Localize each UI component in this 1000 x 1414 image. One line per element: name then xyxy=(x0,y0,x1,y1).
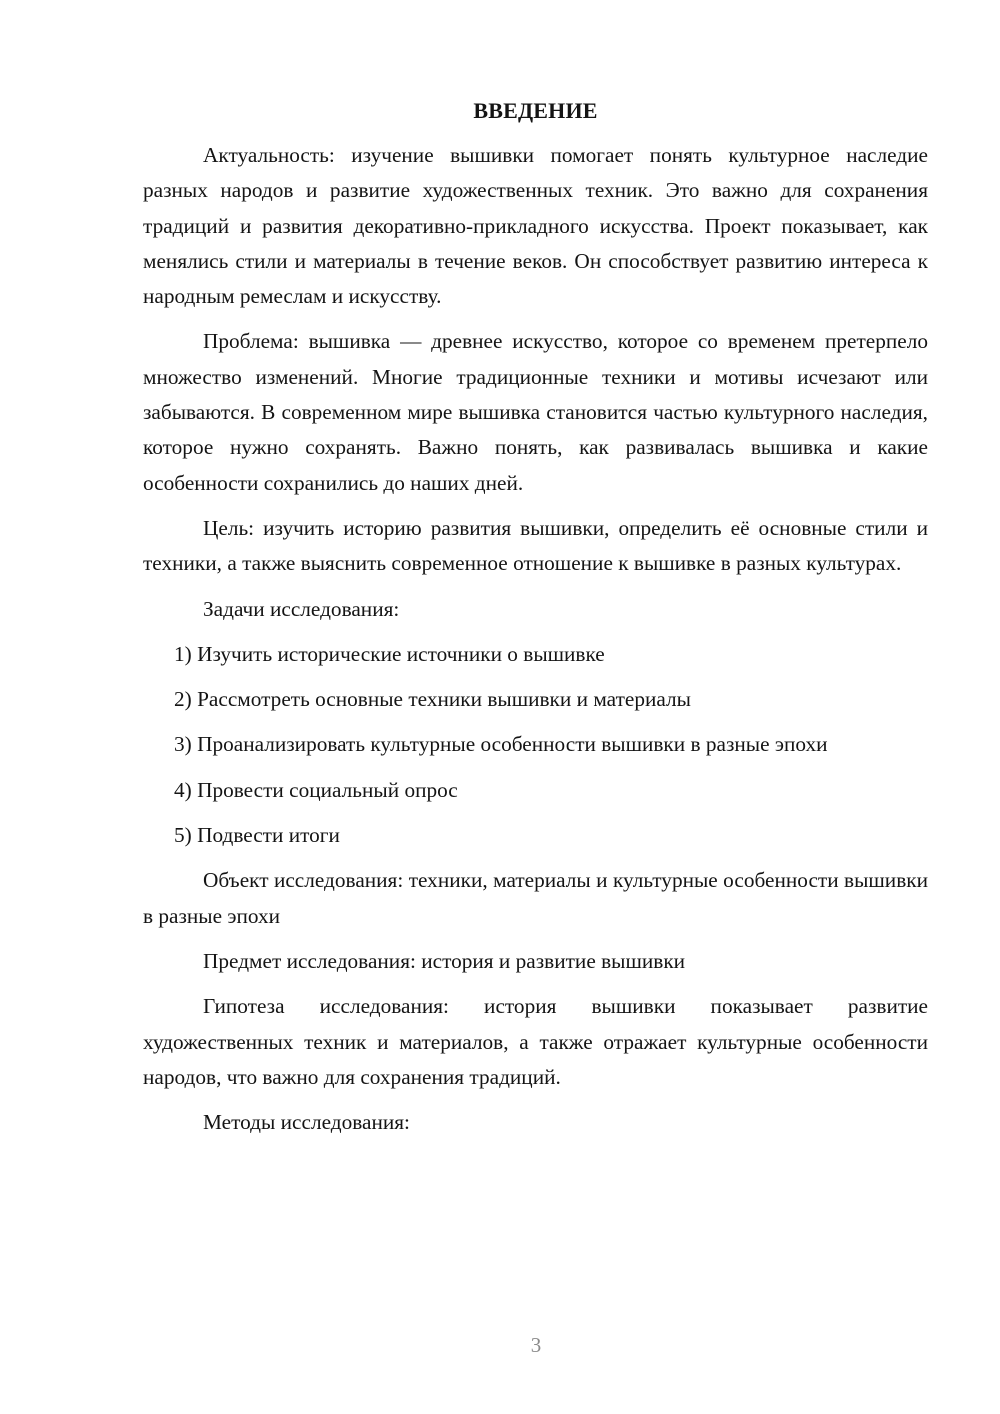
problem-paragraph: Проблема: вышивка — древнее искусство, которое со временем претерпело множество изменений. Многие традиционные техники и мотивы исчезают или забываются. В современном мире вышивка становится частью культурного наследия, которое нужно сохранять. Важно понять, как развивалась вышивка и какие особенности сохранились до наших дней. xyxy=(143,329,928,495)
task-item: 2) Рассмотреть основные техники вышивки и материалы xyxy=(174,687,691,712)
subject-paragraph: Предмет исследования: история и развитие вышивки xyxy=(203,948,686,973)
object-paragraph: Объект исследования: техники, материалы и культурные особенности вышивки в разные эпохи xyxy=(143,868,928,928)
methods-heading: Методы исследования: xyxy=(203,1110,410,1135)
task-item: 3) Проанализировать культурные особенности вышивки в разные эпохи xyxy=(174,732,828,757)
tasks-list xyxy=(143,637,928,853)
page-number: 3 xyxy=(530,1333,542,1357)
hypothesis-paragraph: Гипотеза исследования: история вышивки показывает развитие художественных техник и материалов, а также отражает культурные особенности народов, что важно для сохранения традиций. xyxy=(143,994,928,1089)
document-title: ВВЕДЕНИЕ xyxy=(473,98,598,123)
task-item: 4) Провести социальный опрос xyxy=(174,777,458,802)
tasks-heading: Задачи исследования: xyxy=(203,596,400,621)
task-item: 1) Изучить исторические источники о вышивке xyxy=(174,641,605,666)
relevance-paragraph: Актуальность: изучение вышивки помогает понять культурное наследие разных народов и развитие художественных техник. Это важно для сохранения традиций и развития декоративно-прикладного искусства. Проект показывает, как менялись стили и материалы в течение веков. Он способствует развитию интереса к народным ремеслам и искусству. xyxy=(143,143,928,309)
goal-paragraph: Цель: изучить историю развития вышивки, определить её основные стили и техники, а также выяснить современное отношение к вышивке в разных культурах. xyxy=(143,515,928,576)
document-page xyxy=(143,96,928,1150)
task-item: 5) Подвести итоги xyxy=(174,823,340,848)
